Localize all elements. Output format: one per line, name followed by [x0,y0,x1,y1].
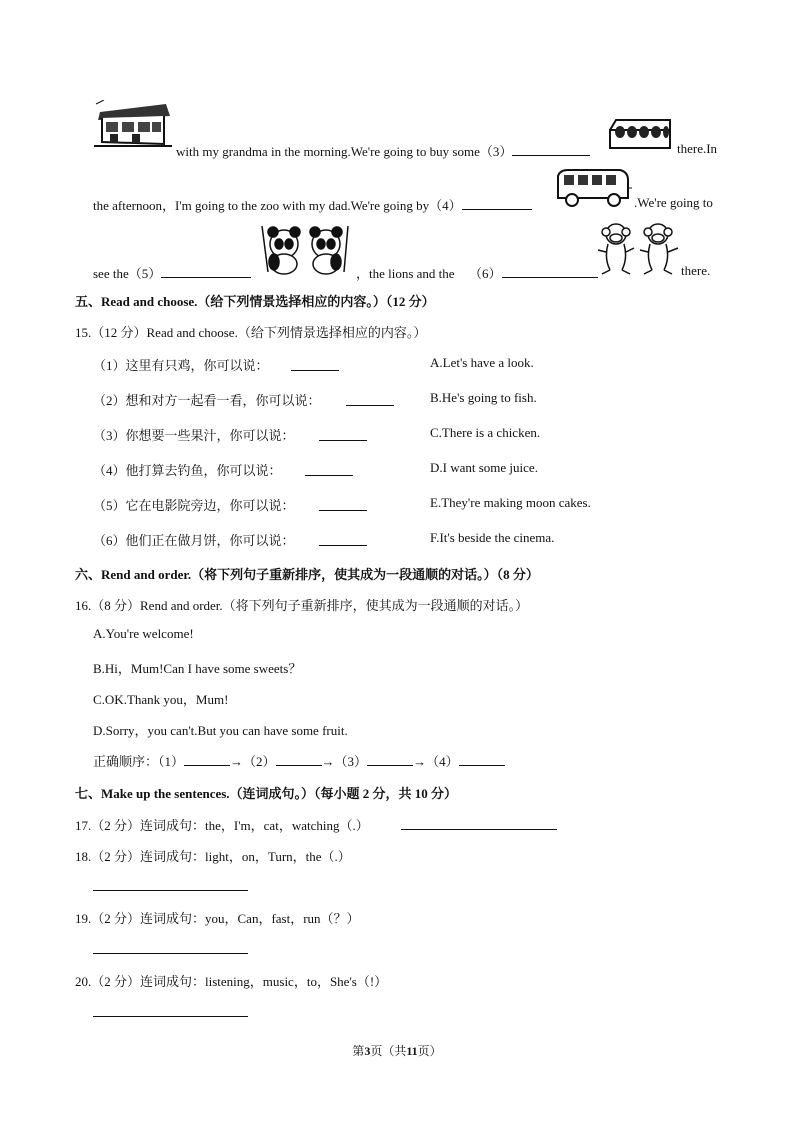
q15-answer-6[interactable] [319,544,367,546]
eggs-picture [608,116,672,152]
q16-slot-3-label: （3） [334,754,368,769]
section7-title: 七、Make up the sentences.（连词成句。）（每小题 2 分，共 10 分） [75,786,458,801]
question-18: 18.（2 分）连词成句：light，on，Turn，the（.） [75,849,351,864]
q16-slot-3[interactable] [367,753,413,766]
section5-title: 五、Read and choose.（给下列情景选择相应的内容。）（12 分） [75,294,435,309]
question-20: 20.（2 分）连词成句：listening，music，to，She's（!） [75,974,388,989]
passage-line1-a: with my grandma in the morning.We're going to buy some（3） [176,144,513,159]
passage-line3-d: there. [681,263,711,278]
passage-line3-b: ，the lions and the [356,266,455,281]
question-17: 17.（2 分）连词成句：the，I'm，cat，watching（.） [75,818,369,833]
q16-sentence-b: B.Hi，Mum!Can I have some sweets？ [93,661,302,676]
q16-order-row [93,751,505,770]
q16-slot-2[interactable] [276,753,322,766]
page-footer [0,1042,794,1059]
q15-prompt-4: （4）他打算去钓鱼，你可以说： [93,463,282,478]
answer-blank-6[interactable] [502,265,598,278]
q16-sentence-c: C.OK.Thank you，Mum! [93,692,229,707]
q16-slot-4-label: （4） [426,754,459,769]
q16-slot-1[interactable] [184,753,230,766]
q17-answer-line[interactable] [401,828,557,830]
question-16: 16.（8 分）Rend and order.（将下列句子重新排序，使其成为一段通顺的对话。） [75,598,529,613]
footer-mid: 页（共 [370,1044,407,1058]
section6-title: 六、Rend and order.（将下列句子重新排序，使其成为一段通顺的对话。）（8 分） [75,567,539,582]
supermarket-picture [92,100,174,150]
q15-answer-4[interactable] [305,474,353,476]
q16-sentence-d: D.Sorry，you can't.But you can have some fruit. [93,723,348,738]
q15-prompt-6: （6）他们正在做月饼，你可以说： [93,533,295,548]
answer-blank-4[interactable] [462,197,532,210]
footer-page-number: 3 [364,1044,371,1058]
footer-post: 页） [417,1044,442,1058]
passage-line2-b: .We're going to [634,195,713,210]
q15-prompt-5: （5）它在电影院旁边，你可以说： [93,498,295,513]
q15-option-f: F.It's beside the cinema. [430,530,555,545]
q15-answer-1[interactable] [291,369,339,371]
q15-answer-2[interactable] [346,404,394,406]
question-19: 19.（2 分）连词成句：you，Can，fast，run（？） [75,911,360,926]
passage-line1-b: there.In [677,141,718,156]
passage-line3-c: （6） [469,266,502,281]
q15-option-b: B.He's going to fish. [430,390,537,405]
passage-line3-a: see the（5） [93,266,162,281]
q15-option-a: A.Let's have a look. [430,355,534,370]
q15-option-c: C.There is a chicken. [430,425,541,440]
passage-line2-a: the afternoon，I'm going to the zoo with my dad.We're going by（4） [93,198,462,213]
answer-blank-3[interactable] [512,143,590,156]
q15-answer-3[interactable] [319,439,367,441]
q15-prompt-1: （1）这里有只鸡，你可以说： [93,358,269,373]
question-15: 15.（12 分）Read and choose.（给下列情景选择相应的内容。） [75,325,427,340]
pandas-picture [258,222,354,276]
q20-answer-line[interactable] [93,1015,248,1017]
arrow-icon: → [413,754,427,769]
q16-slot-4[interactable] [459,753,505,766]
answer-blank-5[interactable] [161,265,251,278]
arrow-icon: → [230,754,244,769]
q15-option-d: D.I want some juice. [430,460,538,475]
q15-prompt-3: （3）你想要一些果汁，你可以说： [93,428,295,443]
footer-total-pages: 11 [406,1044,418,1058]
footer-pre: 第 [352,1044,365,1058]
q15-option-e: E.They're making moon cakes. [430,495,591,510]
q18-answer-line[interactable] [93,889,248,891]
q15-prompt-2: （2）想和对方一起看一看，你可以说： [93,393,321,408]
q19-answer-line[interactable] [93,952,248,954]
monkeys-picture [596,220,682,276]
q16-order-label: 正确顺序： [93,754,159,769]
q16-slot-2-label: （2） [243,754,276,769]
arrow-icon: → [321,754,335,769]
q16-sentence-a: A.You're welcome! [93,626,194,641]
q16-slot-1-label: （1） [158,754,185,769]
q15-answer-5[interactable] [319,509,367,511]
bus-picture [554,166,632,208]
